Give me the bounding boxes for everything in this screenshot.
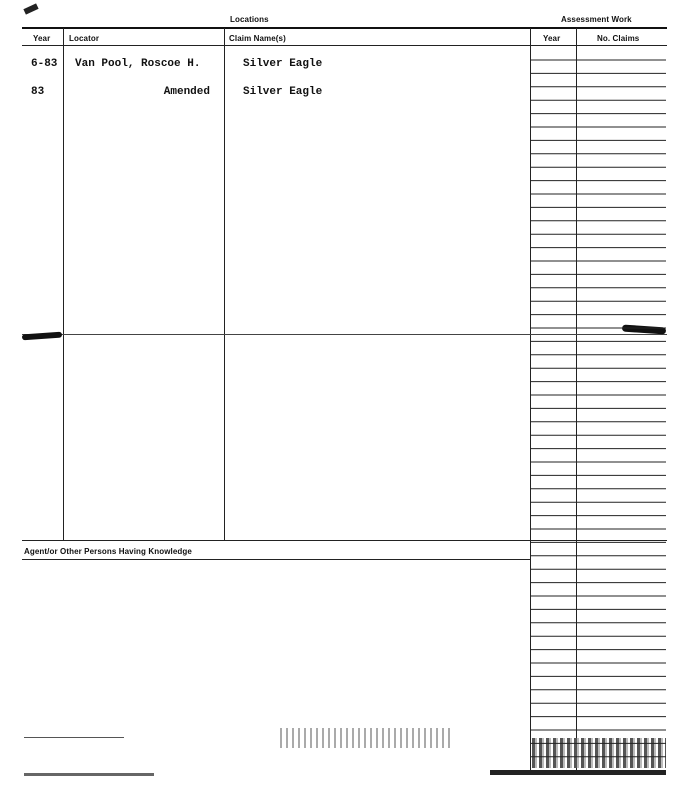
col-header-locator: Locator xyxy=(69,34,100,43)
row-1-year: 6-83 xyxy=(31,58,58,70)
row-1-claim: Silver Eagle xyxy=(243,58,323,70)
agent-section-label: Agent/or Other Persons Having Knowledge xyxy=(24,547,192,556)
col-header-year: Year xyxy=(33,34,51,43)
locations-heading: Locations xyxy=(230,15,269,24)
row-2-year: 83 xyxy=(31,86,45,98)
col-header-claim-names: Claim Name(s) xyxy=(229,34,286,43)
assessment-work-heading: Assessment Work xyxy=(561,15,632,24)
row-1-locator: Van Pool, Roscoe H. xyxy=(75,58,201,70)
col-header-no-claims: No. Claims xyxy=(597,34,640,43)
row-2-locator: Amended xyxy=(163,86,210,98)
col-header-aw-year: Year xyxy=(543,34,561,43)
row-2-claim: Silver Eagle xyxy=(243,86,323,98)
